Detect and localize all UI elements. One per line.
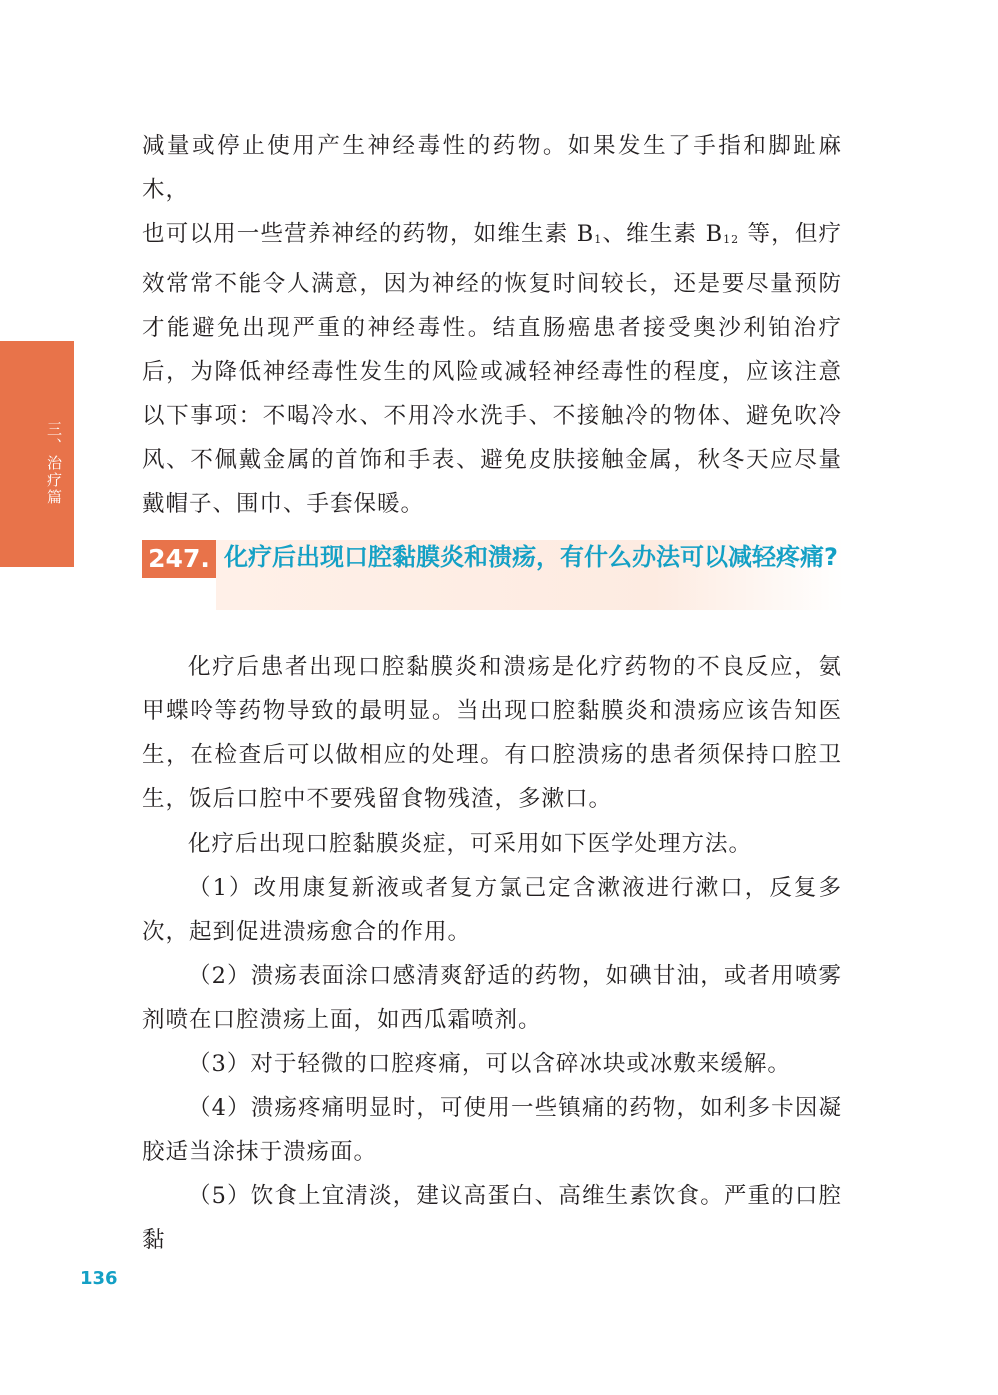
chapter-side-tab: [0, 341, 74, 567]
body-paragraph-1: 化疗后患者出现口腔黏膜炎和溃疡是化疗药物的不良反应，氨甲蝶呤等药物导致的最明显。当出现口腔黏膜炎和溃疡应该告知医生，在检查后可以做相应的处理。有口腔溃疡的患者须保持口腔卫生，饭后口腔中不要残留食物残渣，多漱口。: [142, 654, 842, 812]
section-title: 化疗后出现口腔黏膜炎和溃疡，有什么办法可以减轻疼痛?: [224, 543, 838, 571]
page-number: 136: [80, 1268, 118, 1289]
list-item-2: （2）溃疡表面涂口感清爽舒适的药物，如碘甘油，或者用喷雾剂喷在口腔溃疡上面，如西瓜霜喷剂。: [142, 963, 842, 1033]
top-paragraph: [142, 124, 842, 526]
top-paragraph-line1: 减量或停止使用产生神经毒性的药物。如果发生了手指和脚趾麻木，: [142, 133, 842, 203]
list-item-1: （1）改用康复新液或者复方氯己定含漱液进行漱口，反复多次，起到促进溃疡愈合的作用。: [142, 875, 842, 945]
list-item-3: （3）对于轻微的口腔疼痛，可以含碎冰块或冰敷来缓解。: [188, 1051, 791, 1077]
subscript-12: 12: [723, 233, 740, 246]
chapter-label: 三、治疗篇: [45, 421, 63, 506]
subscript-1: 1: [594, 233, 603, 246]
list-item-4: （4）溃疡疼痛明显时，可使用一些镇痛的药物，如利多卡因凝胶适当涂抹于溃疡面。: [142, 1095, 842, 1165]
top-paragraph-line2a: 也可以用一些营养神经的药物，如维生素 B: [142, 221, 595, 247]
top-paragraph-line2c: 等，但疗效: [142, 221, 843, 297]
body-paragraph-2: 化疗后出现口腔黏膜炎症，可采用如下医学处理方法。: [188, 831, 753, 857]
top-paragraph-rest: 常常不能令人满意，因为神经的恢复时间较长，还是要尽量预防才能避免出现严重的神经毒性。结直肠癌患者接受奥沙利铂治疗后，为降低神经毒性发生的风险或减轻神经毒性的程度，应该注意以下事项：不喝冷水、不用冷水洗手、不接触冷的物体、避免吹冷风、不佩戴金属的首饰和手表、避免皮肤接触金属，秋冬天应尽量戴帽子、围巾、手套保暖。: [142, 271, 842, 517]
section-number: 247.: [142, 540, 216, 578]
top-paragraph-line2b: 、维生素 B: [602, 221, 724, 247]
list-item-5: （5）饮食上宜清淡，建议高蛋白、高维生素饮食。严重的口腔黏: [142, 1183, 842, 1253]
